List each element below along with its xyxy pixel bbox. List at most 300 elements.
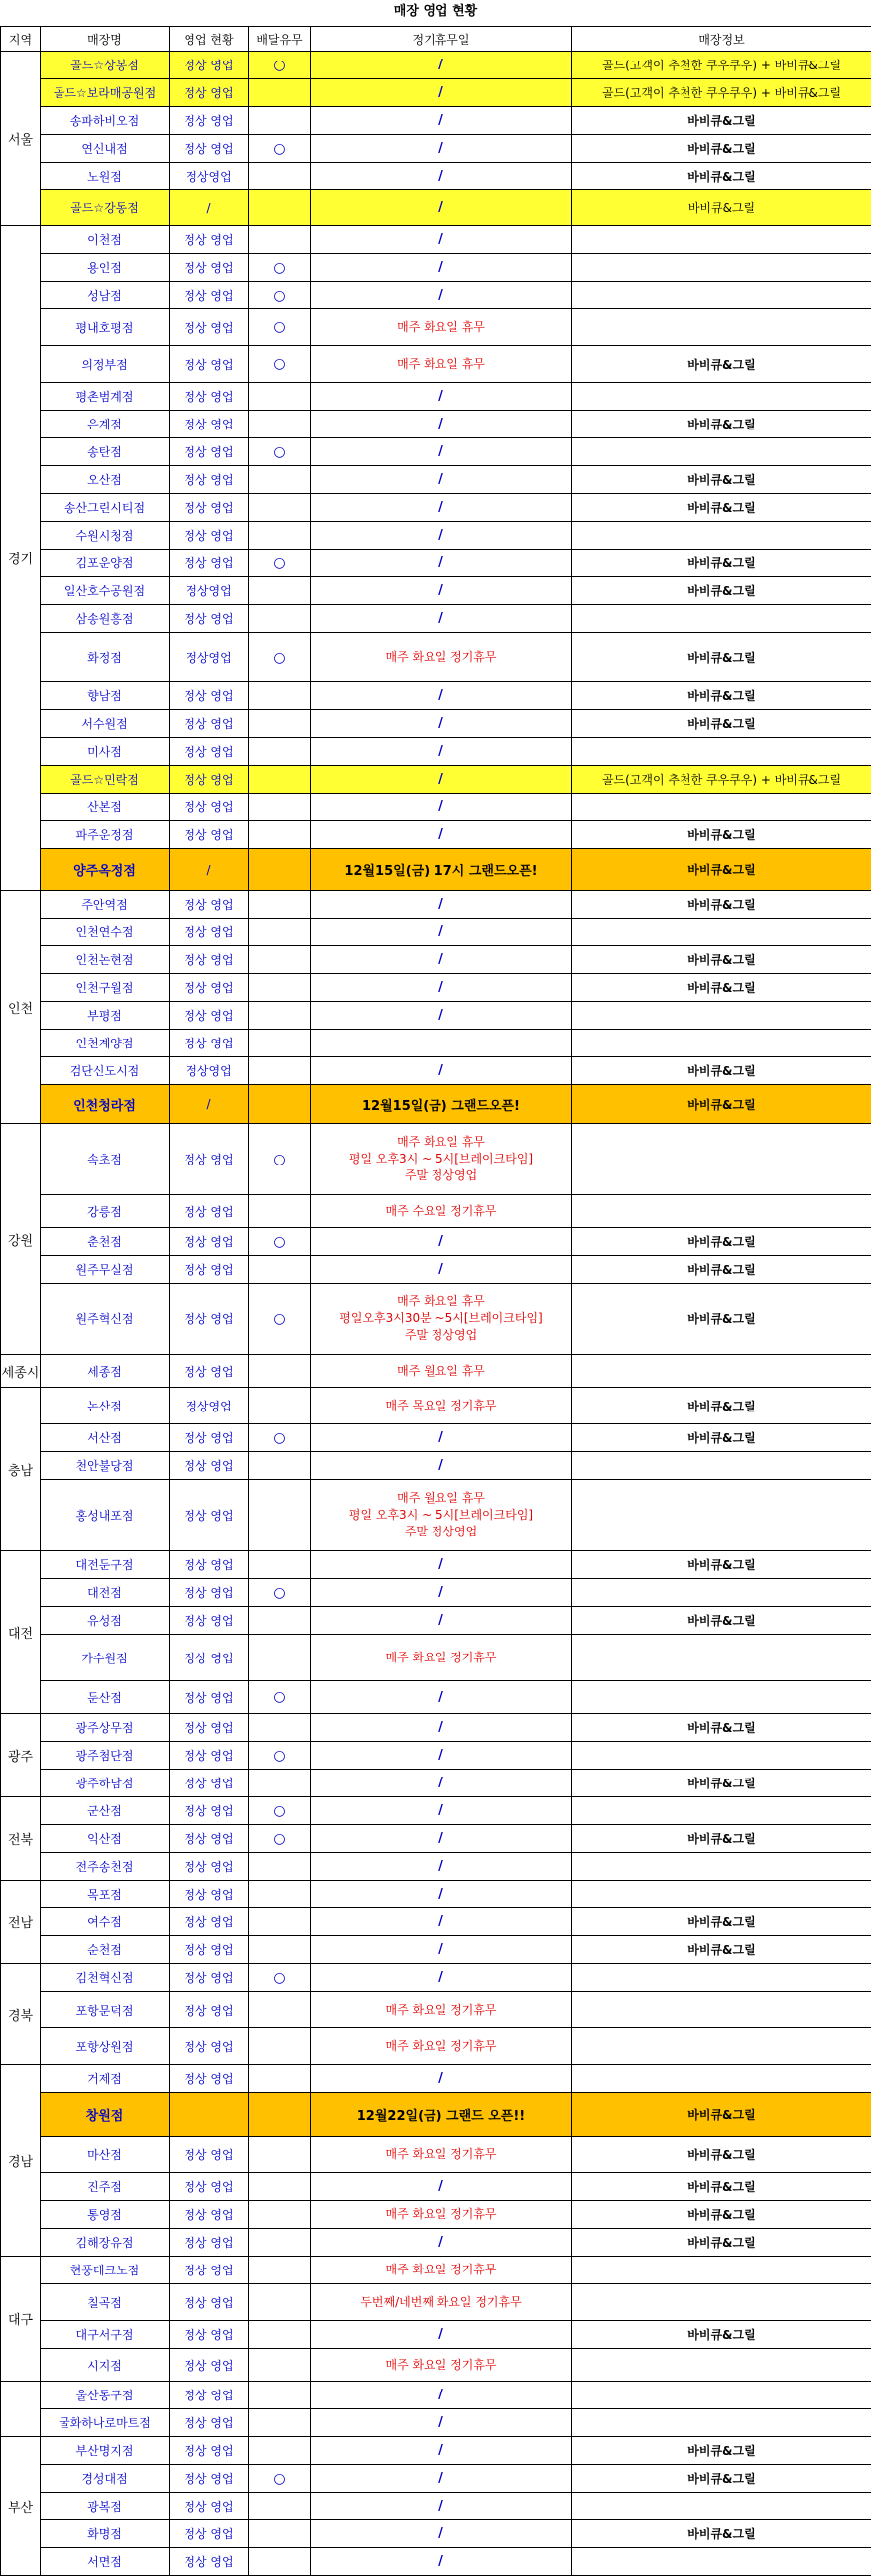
store-info-cell: 바비큐&그릴 bbox=[572, 2520, 871, 2548]
table-row bbox=[1, 309, 871, 346]
region-cell: 부산 bbox=[1, 2437, 41, 2576]
store-info-cell: 바비큐&그릴 bbox=[572, 577, 871, 605]
table-row bbox=[1, 2257, 871, 2284]
store-name-cell: 용인점 bbox=[41, 254, 170, 282]
table-row bbox=[1, 974, 871, 1002]
store-info-cell: 바비큐&그릴 bbox=[572, 2093, 871, 2137]
store-info-cell bbox=[572, 226, 871, 254]
table-row bbox=[1, 1607, 871, 1635]
status-cell: 정상 영업 bbox=[170, 346, 249, 383]
status-cell: 정상 영업 bbox=[170, 2349, 249, 2382]
delivery-cell: ○ bbox=[249, 1797, 311, 1825]
delivery-cell bbox=[249, 577, 311, 605]
status-cell: 정상 영업 bbox=[170, 282, 249, 309]
store-name-cell: 인천논현점 bbox=[41, 946, 170, 974]
table-row bbox=[1, 1579, 871, 1607]
store-info-cell bbox=[572, 2493, 871, 2520]
table-row bbox=[1, 1714, 871, 1742]
store-name-cell: 현풍테크노점 bbox=[41, 2257, 170, 2284]
table-row bbox=[1, 466, 871, 494]
closing-cell: 매주 화요일 휴무 평일 오후3시 ~ 5시[브레이크타임] 주말 정상영업 bbox=[311, 1124, 572, 1195]
table-row bbox=[1, 107, 871, 135]
closing-cell: 12월15일(금) 17시 그랜드오픈! bbox=[311, 849, 572, 891]
table-row bbox=[1, 522, 871, 550]
delivery-cell: ○ bbox=[249, 1424, 311, 1452]
closing-cell: / bbox=[311, 1452, 572, 1480]
delivery-cell bbox=[249, 494, 311, 522]
status-cell: 정상 영업 bbox=[170, 1452, 249, 1480]
status-cell: 정상 영업 bbox=[170, 2548, 249, 2576]
store-name-cell: 삼송원흥점 bbox=[41, 605, 170, 633]
delivery-cell: ○ bbox=[249, 1124, 311, 1195]
region-cell: 광주 bbox=[1, 1714, 41, 1797]
status-cell: 정상 영업 bbox=[170, 1714, 249, 1742]
status-cell: 정상 영업 bbox=[170, 2465, 249, 2493]
closing-cell: / bbox=[311, 2173, 572, 2201]
store-info-cell bbox=[572, 522, 871, 550]
store-info-cell bbox=[572, 309, 871, 346]
table-row bbox=[1, 794, 871, 821]
status-cell bbox=[170, 2093, 249, 2137]
status-cell: 정상 영업 bbox=[170, 682, 249, 710]
store-info-cell bbox=[572, 1030, 871, 1057]
store-name-cell: 오산점 bbox=[41, 466, 170, 494]
status-cell: 정상 영업 bbox=[170, 466, 249, 494]
closing-cell: 매주 화요일 정기휴무 bbox=[311, 2028, 572, 2065]
store-info-cell: 바비큐&그릴 bbox=[572, 710, 871, 738]
table-row bbox=[1, 346, 871, 383]
table-row bbox=[1, 282, 871, 309]
closing-cell: / bbox=[311, 919, 572, 946]
store-name-cell: 골드☆강동점 bbox=[41, 190, 170, 226]
store-name-cell: 홍성내포점 bbox=[41, 1480, 170, 1551]
region-cell: 전북 bbox=[1, 1797, 41, 1881]
table-row bbox=[1, 79, 871, 107]
delivery-cell bbox=[249, 1607, 311, 1635]
closing-cell: / bbox=[311, 1964, 572, 1992]
store-info-cell: 골드(고객이 추천한 쿠우쿠우) + 바비큐&그릴 bbox=[572, 766, 871, 794]
table-row bbox=[1, 1480, 871, 1551]
delivery-cell: ○ bbox=[249, 2465, 311, 2493]
table-row bbox=[1, 2065, 871, 2093]
closing-cell: / bbox=[311, 107, 572, 135]
table-row bbox=[1, 2229, 871, 2257]
store-info-cell: 바비큐&그릴 bbox=[572, 163, 871, 190]
store-name-cell: 목포점 bbox=[41, 1881, 170, 1908]
delivery-cell bbox=[249, 1992, 311, 2028]
table-row bbox=[1, 605, 871, 633]
delivery-cell: ○ bbox=[249, 135, 311, 163]
delivery-cell bbox=[249, 466, 311, 494]
store-name-cell: 울산동구점 bbox=[41, 2382, 170, 2409]
store-name-cell: 거제점 bbox=[41, 2065, 170, 2093]
region-cell: 경북 bbox=[1, 1964, 41, 2065]
delivery-cell bbox=[249, 821, 311, 849]
closing-cell: / bbox=[311, 710, 572, 738]
delivery-cell: ○ bbox=[249, 1681, 311, 1714]
closing-cell: / bbox=[311, 974, 572, 1002]
table-row bbox=[1, 1030, 871, 1057]
store-name-cell: 연신내점 bbox=[41, 135, 170, 163]
closing-cell: / bbox=[311, 163, 572, 190]
store-name-cell: 서면점 bbox=[41, 2548, 170, 2576]
closing-cell: 12월22일(금) 그랜드 오픈!! bbox=[311, 2093, 572, 2137]
delivery-cell: ○ bbox=[249, 282, 311, 309]
store-name-cell: 대구서구점 bbox=[41, 2321, 170, 2349]
delivery-cell bbox=[249, 190, 311, 226]
status-cell: 정상 영업 bbox=[170, 135, 249, 163]
status-cell: 정상 영업 bbox=[170, 2065, 249, 2093]
sheet-title: 매장 영업 현황 bbox=[0, 0, 871, 24]
status-cell: 정상 영업 bbox=[170, 1607, 249, 1635]
status-cell: 정상 영업 bbox=[170, 411, 249, 438]
table-row bbox=[1, 1742, 871, 1770]
delivery-cell bbox=[249, 1057, 311, 1085]
table-row bbox=[1, 1195, 871, 1228]
closing-cell: / bbox=[311, 466, 572, 494]
store-name-cell: 인천계양점 bbox=[41, 1030, 170, 1057]
closing-cell: / bbox=[311, 2493, 572, 2520]
region-cell: 세종시 bbox=[1, 1355, 41, 1388]
status-cell: 정상 영업 bbox=[170, 1002, 249, 1030]
store-info-cell: 바비큐&그릴 bbox=[572, 633, 871, 682]
delivery-cell: ○ bbox=[249, 1964, 311, 1992]
closing-cell: / bbox=[311, 946, 572, 974]
closing-cell: / bbox=[311, 1770, 572, 1797]
table-row bbox=[1, 1853, 871, 1881]
store-name-cell: 인천연수점 bbox=[41, 919, 170, 946]
region-cell: 충남 bbox=[1, 1388, 41, 1551]
delivery-cell bbox=[249, 1002, 311, 1030]
store-info-cell: 바비큐&그릴 bbox=[572, 974, 871, 1002]
store-info-cell: 바비큐&그릴 bbox=[572, 946, 871, 974]
status-cell: 정상 영업 bbox=[170, 738, 249, 766]
closing-cell: / bbox=[311, 383, 572, 411]
store-info-cell bbox=[572, 1579, 871, 1607]
status-cell: 정상 영업 bbox=[170, 2321, 249, 2349]
store-name-cell: 산본점 bbox=[41, 794, 170, 821]
table-row bbox=[1, 1825, 871, 1853]
store-name-cell: 은계점 bbox=[41, 411, 170, 438]
store-name-cell: 김해장유점 bbox=[41, 2229, 170, 2257]
table-row bbox=[1, 1256, 871, 1284]
region-cell: 서울 bbox=[1, 52, 41, 226]
delivery-cell: ○ bbox=[249, 52, 311, 79]
store-name-cell: 칠곡점 bbox=[41, 2284, 170, 2321]
status-cell: 정상 영업 bbox=[170, 2409, 249, 2437]
status-cell: 정상영업 bbox=[170, 163, 249, 190]
table-row bbox=[1, 2382, 871, 2409]
store-table bbox=[0, 26, 871, 2576]
closing-cell: / bbox=[311, 1579, 572, 1607]
table-row bbox=[1, 2284, 871, 2321]
store-info-cell bbox=[572, 383, 871, 411]
store-name-cell: 광주하남점 bbox=[41, 1770, 170, 1797]
status-cell: 정상 영업 bbox=[170, 1355, 249, 1388]
store-info-cell: 바비큐&그릴 bbox=[572, 1936, 871, 1964]
closing-cell: / bbox=[311, 1002, 572, 1030]
closing-cell: / bbox=[311, 438, 572, 466]
store-name-cell: 속초점 bbox=[41, 1124, 170, 1195]
status-cell: 정상 영업 bbox=[170, 2520, 249, 2548]
store-name-cell: 창원점 bbox=[41, 2093, 170, 2137]
store-info-cell: 바비큐&그릴 bbox=[572, 1770, 871, 1797]
store-name-cell: 익산점 bbox=[41, 1825, 170, 1853]
closing-cell: / bbox=[311, 605, 572, 633]
table-row bbox=[1, 254, 871, 282]
closing-cell: 매주 화요일 정기휴무 bbox=[311, 2201, 572, 2229]
store-name-cell: 골드☆상봉점 bbox=[41, 52, 170, 79]
delivery-cell bbox=[249, 2173, 311, 2201]
table-row bbox=[1, 633, 871, 682]
store-info-cell bbox=[572, 1124, 871, 1195]
store-name-cell: 서수원점 bbox=[41, 710, 170, 738]
store-name-cell: 여수점 bbox=[41, 1908, 170, 1936]
header-regular-closing: 정기휴무일 bbox=[311, 27, 572, 52]
store-info-cell bbox=[572, 1480, 871, 1551]
store-name-cell: 골드☆민락점 bbox=[41, 766, 170, 794]
store-info-cell bbox=[572, 1992, 871, 2028]
closing-cell: / bbox=[311, 494, 572, 522]
closing-cell: 매주 화요일 휴무 평일오후3시30분 ~5시[브레이크타임] 주말 정상영업 bbox=[311, 1284, 572, 1355]
store-info-cell: 바비큐&그릴 bbox=[572, 135, 871, 163]
table-row bbox=[1, 1992, 871, 2028]
table-row bbox=[1, 190, 871, 226]
region-cell: 인천 bbox=[1, 891, 41, 1124]
status-cell: 정상 영업 bbox=[170, 2257, 249, 2284]
table-row bbox=[1, 2093, 871, 2137]
status-cell: 정상 영업 bbox=[170, 1908, 249, 1936]
delivery-cell bbox=[249, 163, 311, 190]
store-name-cell: 둔산점 bbox=[41, 1681, 170, 1714]
closing-cell: / bbox=[311, 1424, 572, 1452]
closing-cell: / bbox=[311, 1908, 572, 1936]
store-info-cell bbox=[572, 254, 871, 282]
store-info-cell bbox=[572, 738, 871, 766]
store-info-cell: 골드(고객이 추천한 쿠우쿠우) + 바비큐&그릴 bbox=[572, 79, 871, 107]
table-row bbox=[1, 163, 871, 190]
table-row bbox=[1, 2409, 871, 2437]
store-name-cell: 인천청라점 bbox=[41, 1085, 170, 1124]
delivery-cell bbox=[249, 2201, 311, 2229]
table-row bbox=[1, 946, 871, 974]
closing-cell: / bbox=[311, 2437, 572, 2465]
store-name-cell: 포항문덕점 bbox=[41, 1992, 170, 2028]
delivery-cell bbox=[249, 2028, 311, 2065]
store-info-cell bbox=[572, 1452, 871, 1480]
closing-cell: / bbox=[311, 411, 572, 438]
table-row bbox=[1, 550, 871, 577]
closing-cell: / bbox=[311, 2065, 572, 2093]
delivery-cell bbox=[249, 2409, 311, 2437]
status-cell: 정상 영업 bbox=[170, 2437, 249, 2465]
status-cell: 정상 영업 bbox=[170, 1797, 249, 1825]
status-cell: 정상 영업 bbox=[170, 79, 249, 107]
store-name-cell: 광주첨단점 bbox=[41, 1742, 170, 1770]
delivery-cell bbox=[249, 411, 311, 438]
closing-cell: / bbox=[311, 1797, 572, 1825]
status-cell: 정상 영업 bbox=[170, 1424, 249, 1452]
delivery-cell bbox=[249, 974, 311, 1002]
store-name-cell: 전주송천점 bbox=[41, 1853, 170, 1881]
table-row bbox=[1, 2321, 871, 2349]
closing-cell: / bbox=[311, 1607, 572, 1635]
delivery-cell bbox=[249, 794, 311, 821]
table-row bbox=[1, 1635, 871, 1681]
closing-cell: / bbox=[311, 2321, 572, 2349]
delivery-cell bbox=[249, 682, 311, 710]
store-info-cell: 바비큐&그릴 bbox=[572, 1714, 871, 1742]
store-name-cell: 굴화하나로마트점 bbox=[41, 2409, 170, 2437]
closing-cell: / bbox=[311, 522, 572, 550]
status-cell: / bbox=[170, 190, 249, 226]
delivery-cell: ○ bbox=[249, 550, 311, 577]
header-row bbox=[1, 27, 871, 52]
store-info-cell bbox=[572, 1195, 871, 1228]
store-info-cell bbox=[572, 1002, 871, 1030]
status-cell: 정상 영업 bbox=[170, 1195, 249, 1228]
table-row bbox=[1, 1085, 871, 1124]
store-info-cell: 바비큐&그릴 bbox=[572, 1825, 871, 1853]
header-business-status: 영업 현황 bbox=[170, 27, 249, 52]
region-cell: 경기 bbox=[1, 226, 41, 891]
status-cell: 정상 영업 bbox=[170, 1551, 249, 1579]
store-name-cell: 논산점 bbox=[41, 1388, 170, 1424]
closing-cell: / bbox=[311, 821, 572, 849]
closing-cell bbox=[311, 1030, 572, 1057]
closing-cell: 매주 화요일 정기휴무 bbox=[311, 1635, 572, 1681]
table-row bbox=[1, 1452, 871, 1480]
delivery-cell bbox=[249, 2321, 311, 2349]
table-row bbox=[1, 2465, 871, 2493]
delivery-cell bbox=[249, 522, 311, 550]
delivery-cell bbox=[249, 1936, 311, 1964]
store-name-cell: 송파하비오점 bbox=[41, 107, 170, 135]
status-cell: 정상 영업 bbox=[170, 254, 249, 282]
table-row bbox=[1, 2173, 871, 2201]
status-cell: 정상 영업 bbox=[170, 1681, 249, 1714]
table-row bbox=[1, 2349, 871, 2382]
status-cell: 정상 영업 bbox=[170, 605, 249, 633]
table-row bbox=[1, 2520, 871, 2548]
table-row bbox=[1, 52, 871, 79]
store-info-cell bbox=[572, 794, 871, 821]
table-row bbox=[1, 577, 871, 605]
status-cell: 정상 영업 bbox=[170, 383, 249, 411]
table-row bbox=[1, 682, 871, 710]
closing-cell: / bbox=[311, 1681, 572, 1714]
header-delivery: 배달유무 bbox=[249, 27, 311, 52]
status-cell: 정상 영업 bbox=[170, 107, 249, 135]
status-cell: 정상 영업 bbox=[170, 1284, 249, 1355]
table-row bbox=[1, 1797, 871, 1825]
delivery-cell bbox=[249, 1908, 311, 1936]
store-name-cell: 가수원점 bbox=[41, 1635, 170, 1681]
table-row bbox=[1, 1002, 871, 1030]
status-cell: 정상 영업 bbox=[170, 2284, 249, 2321]
store-name-cell: 미사점 bbox=[41, 738, 170, 766]
delivery-cell bbox=[249, 738, 311, 766]
delivery-cell bbox=[249, 2229, 311, 2257]
store-name-cell: 파주운정점 bbox=[41, 821, 170, 849]
store-name-cell: 성남점 bbox=[41, 282, 170, 309]
status-cell: 정상 영업 bbox=[170, 1992, 249, 2028]
table-row bbox=[1, 1681, 871, 1714]
delivery-cell bbox=[249, 2349, 311, 2382]
store-info-cell bbox=[572, 1355, 871, 1388]
closing-cell: / bbox=[311, 766, 572, 794]
table-row bbox=[1, 226, 871, 254]
store-name-cell: 일산호수공원점 bbox=[41, 577, 170, 605]
store-name-cell: 화정점 bbox=[41, 633, 170, 682]
closing-cell: / bbox=[311, 254, 572, 282]
store-name-cell: 노원점 bbox=[41, 163, 170, 190]
status-cell: 정상 영업 bbox=[170, 1228, 249, 1256]
status-cell: 정상 영업 bbox=[170, 2382, 249, 2409]
status-cell: 정상 영업 bbox=[170, 710, 249, 738]
table-row bbox=[1, 891, 871, 919]
table-row bbox=[1, 1908, 871, 1936]
store-name-cell: 검단신도시점 bbox=[41, 1057, 170, 1085]
store-info-cell: 바비큐&그릴 bbox=[572, 190, 871, 226]
delivery-cell bbox=[249, 1635, 311, 1681]
delivery-cell bbox=[249, 2382, 311, 2409]
delivery-cell bbox=[249, 79, 311, 107]
delivery-cell bbox=[249, 946, 311, 974]
header-store-info: 매장정보 bbox=[572, 27, 871, 52]
table-row bbox=[1, 1551, 871, 1579]
table-row bbox=[1, 2028, 871, 2065]
status-cell: 정상 영업 bbox=[170, 2201, 249, 2229]
store-name-cell: 의정부점 bbox=[41, 346, 170, 383]
store-name-cell: 골드☆보라매공원점 bbox=[41, 79, 170, 107]
closing-cell: / bbox=[311, 2465, 572, 2493]
store-info-cell: 바비큐&그릴 bbox=[572, 1551, 871, 1579]
delivery-cell: ○ bbox=[249, 1284, 311, 1355]
store-name-cell: 송산그린시티점 bbox=[41, 494, 170, 522]
delivery-cell bbox=[249, 2520, 311, 2548]
store-info-cell bbox=[572, 2065, 871, 2093]
status-cell: 정상 영업 bbox=[170, 766, 249, 794]
store-info-cell bbox=[572, 1881, 871, 1908]
store-name-cell: 평내호평점 bbox=[41, 309, 170, 346]
store-info-cell: 바비큐&그릴 bbox=[572, 2137, 871, 2173]
delivery-cell bbox=[249, 226, 311, 254]
table-row bbox=[1, 2201, 871, 2229]
closing-cell: / bbox=[311, 1551, 572, 1579]
status-cell: / bbox=[170, 849, 249, 891]
closing-cell: / bbox=[311, 2409, 572, 2437]
closing-cell: / bbox=[311, 1825, 572, 1853]
table-row bbox=[1, 1388, 871, 1424]
status-cell: 정상 영업 bbox=[170, 891, 249, 919]
delivery-cell bbox=[249, 1195, 311, 1228]
store-name-cell: 원주혁신점 bbox=[41, 1284, 170, 1355]
status-cell: 정상 영업 bbox=[170, 1964, 249, 1992]
store-info-cell bbox=[572, 438, 871, 466]
store-info-cell bbox=[572, 2028, 871, 2065]
delivery-cell bbox=[249, 2065, 311, 2093]
status-cell: 정상 영업 bbox=[170, 1825, 249, 1853]
closing-cell: 매주 목요일 정기휴무 bbox=[311, 1388, 572, 1424]
delivery-cell bbox=[249, 1714, 311, 1742]
delivery-cell bbox=[249, 1480, 311, 1551]
delivery-cell bbox=[249, 2437, 311, 2465]
status-cell: 정상 영업 bbox=[170, 2173, 249, 2201]
status-cell: 정상 영업 bbox=[170, 1480, 249, 1551]
delivery-cell bbox=[249, 2137, 311, 2173]
store-info-cell bbox=[572, 1681, 871, 1714]
